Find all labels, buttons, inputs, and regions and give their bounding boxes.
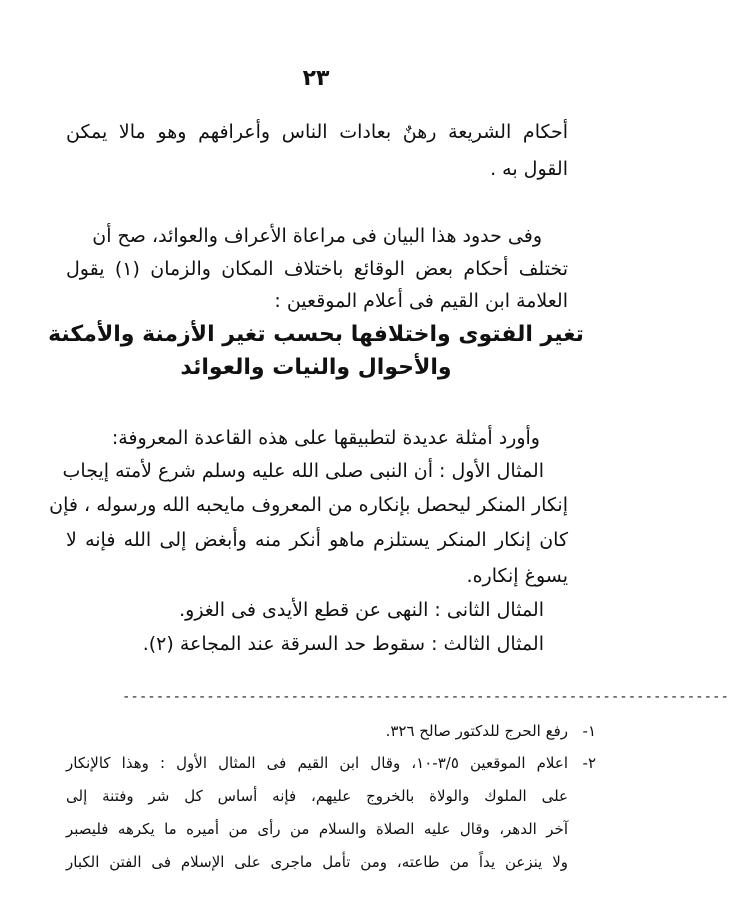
paragraph-3-line-1	[66, 424, 568, 452]
heading-line-1: تغير الفتوى واختلافها بحسب تغير الأزمنة والأمكنة	[48, 322, 584, 347]
paragraph-3-line-3: إنكار المنكر ليحصل بإنكاره من المعروف مايحبه الله ورسوله ، فإن	[49, 494, 568, 516]
paragraph-3-line-4: كان إنكار المنكر يستلزم ماهو أنكر منه وأبغض إلى الله فإنه لا	[66, 529, 568, 551]
paragraph-3-line-6	[66, 596, 568, 624]
paragraph-3-line-7-text: المثال الثالث : سقوط حد السرقة عند المجاعة (٢).	[142, 633, 544, 655]
footnote-2-line-3: آخر الدهر، وقال عليه الصلاة والسلام من رأى من أميره ما يكرهه فليصبر	[66, 820, 568, 838]
page-number: ٢٣	[302, 66, 330, 91]
footnote-2-line-2: على الملوك والولاة بالخروج عليهم، فإنه أساس كل شر وفتنة إلى	[66, 787, 568, 805]
footnote-1-number: ١-	[582, 722, 596, 740]
paragraph-3-line-5: يسوغ إنكاره.	[466, 565, 568, 587]
footnote-2-number: ٢-	[582, 754, 596, 772]
paragraph-2-line-3: العلامة ابن القيم فى أعلام الموقعين :	[274, 290, 568, 312]
footnote-2-line-1: اعلام الموقعين ٣/٥-١٠، وقال ابن القيم فى المثال الأول : وهذا كالإنكار	[66, 754, 569, 772]
paragraph-3-line-2	[62, 457, 568, 485]
footnote-1-line-1: رفع الحرج للدكتور صالح ٣٢٦.	[385, 722, 568, 740]
paragraph-1-line-1: أحكام الشريعة رهنٌ بعادات الناس وأعرافهم وهو مالا يمكن	[66, 121, 568, 143]
footnote-separator: ------------------------------------------------------------------------	[122, 689, 729, 705]
footnote-2-line-4: ولا ينزعن يداً من طاعته، ومن تأمل ماجرى على الإسلام فى الفتن الكبار	[66, 853, 568, 871]
paragraph-3-line-6-text: المثال الثانى : النهى عن قطع الأيدى فى الغزو.	[179, 599, 544, 621]
heading-line-2: والأحوال والنيات والعوائد	[180, 355, 452, 380]
paragraph-2-line-2: تختلف أحكام بعض الوقائع باختلاف المكان والزمان (١) يقول	[66, 258, 568, 280]
paragraph-3-line-2-text: المثال الأول : أن النبى صلى الله عليه وسلم شرع لأمته إيجاب	[62, 460, 544, 482]
paragraph-1-line-2: القول به .	[490, 158, 568, 180]
paragraph-3-line-7	[66, 630, 568, 658]
paragraph-2-line-1-text: وفى حدود هذا البيان فى مراعاة الأعراف والعوائد، صح أن	[92, 225, 542, 247]
paragraph-3-line-1-text: وأورد أمثلة عديدة لتطبيقها على هذه القاعدة المعروفة:	[111, 427, 540, 449]
paragraph-2-line-1	[66, 222, 568, 250]
